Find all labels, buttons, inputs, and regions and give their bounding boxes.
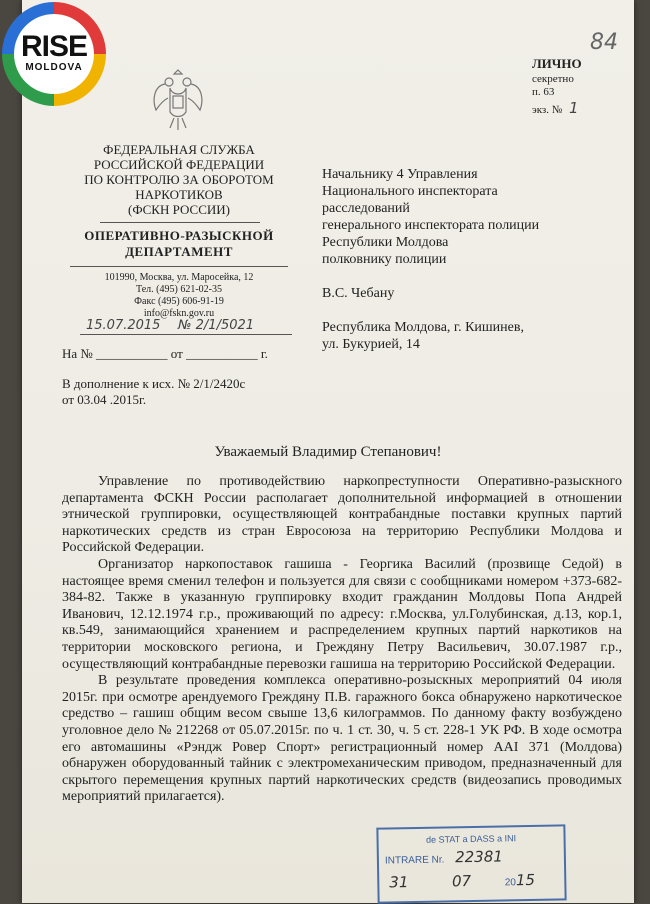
registration-date: 15.07.2015 [86,318,161,333]
logo-subword: MOLDOVA [25,62,83,73]
addressee-line: расследований [322,201,410,216]
agency-address: 101990, Москва, ул. Маросейка, 12 [104,272,254,283]
department-line: ОПЕРАТИВНО-РАЗЫСКНОЙ [84,228,274,243]
stamp-year-prefix: 20 [504,877,516,889]
agency-line: ФЕДЕРАЛЬНАЯ СЛУЖБА [103,142,255,157]
agency-line: ПО КОНТРОЛЮ ЗА ОБОРОТОМ [84,172,274,187]
department-divider [70,266,288,267]
secrecy-mark-secret: секретно [532,73,574,85]
document-page [22,0,634,903]
stamp-date-row [389,870,564,891]
corner-page-number: 84 [590,30,618,55]
agency-line: РОССИЙСКОЙ ФЕДЕРАЦИИ [93,157,265,172]
letter-body [62,474,622,806]
addressee-line: Республики Молдова [322,235,449,250]
agency-fax: Факс (495) 606-91-19 [134,296,224,307]
secrecy-mark-clause: п. 63 [532,86,555,98]
stamp-year-suffix: 15 [515,870,536,890]
registration-underline [80,334,292,335]
reply-to-line: На № ___________ от ___________ г. [62,346,268,361]
agency-contacts [76,272,282,320]
addressee-line: Начальнику 4 Управления [322,167,478,182]
registration-number: № 2/1/5021 [178,318,255,333]
copy-label: экз. № [532,104,563,116]
logo-inner [14,14,94,94]
agency-line: НАРКОТИКОВ [135,187,223,202]
body-paragraph: Управление по противодействию наркопреступности Оперативно-разыскного департамента ФСКН России располагает дополнительной информацией в отношении этнической группировки, осуществляющей контрабандные поставки крупных партий наркотических средств из стран Евросоюза на территорию Республики Молдова и Российской Федерации. [62,474,622,556]
stamp-number: 22381 [454,847,503,867]
body-paragraph: В результате проведения комплекса оперативно-розыскных мероприятий 04 июля 2015г. при осмотре арендуемого Греждяну П.В. гаражного бокса обнаружено наркотическое средство – гашиш общим весом свыше 13,6 килограммов. По данному факту возбуждено уголовное дело № 212268 от 05.07.2015г. по ч. 1 ст. 30, ч. 5 ст. 228-1 УК РФ. В ходе осмотра его автомашины «Рэндж Ровер Спорт» регистрационный номер AAI 371 (Молдова) обнаружен оборудованный тайник с электромеханическим приводом, предназначенный для скрытого перемещения крупных партий наркотических средств (видеозапись проводимых мероприятий прилагается). [62,673,622,805]
department-name [76,228,282,260]
addressee-block [322,166,539,353]
addressee-name: В.С. Чебану [322,286,395,301]
rise-moldova-logo [2,2,106,106]
header-divider [100,222,260,223]
secrecy-mark-copy [532,99,579,117]
logo-word: RISE [20,30,88,63]
copy-number: 1 [569,99,579,117]
stamp-header: de STAT a DASS a INI [425,833,517,845]
addressee-line: Национального инспектората [322,184,498,199]
agency-phone: Тел. (495) 621-02-35 [136,284,222,295]
secrecy-mark-personal: ЛИЧНО [532,56,582,71]
stamp-month: 07 [451,872,472,891]
department-line: ДЕПАРТАМЕНТ [125,244,233,259]
stamp-number-label: INTRARE Nr. [384,854,445,867]
addressee-line: полковнику полиции [322,252,447,267]
agency-line: (ФСКН РОССИИ) [128,202,230,217]
reference-line-2: от 03.04 .2015г. [62,392,147,407]
incoming-registration-stamp [376,824,566,903]
addressee-line: генерального инспектората полиции [322,218,540,233]
addressee-address-line: ул. Букурией, 14 [322,337,420,352]
salutation: Уважаемый Владимир Степанович! [214,444,442,460]
stamp-day: 31 [389,873,409,892]
addressee-address-line: Республика Молдова, г. Кишинев, [322,320,524,335]
agency-header [76,142,282,217]
reference-line-1: В дополнение к исх. № 2/1/2420с [62,376,246,391]
body-paragraph: Организатор наркопоставок гашиша - Георгика Василий (прозвище Седой) в настоящее время сменил телефон и пользуется для связи с сообщниками номером +373-682-384-82. Также в указанную группировку входит гражданин Молдовы Попа Андрей Иванович, 12.12.1974 г.р., проживающий по адресу: г.Москва, ул.Голубинская, д.13, кор.1, кв.549, занимающийся хранением и распределением крупных партий наркотиков на территории московского региона, и Греждяну Петру Васильевич, 30.07.1987 г.р., осуществляющий контрабандные перевозки гашиша на территорию Российской Федерации. [62,556,622,672]
agency-email: info@fskn.gov.ru [143,308,215,319]
double-headed-eagle-emblem-icon [150,66,206,132]
stamp-number-row [385,846,564,867]
